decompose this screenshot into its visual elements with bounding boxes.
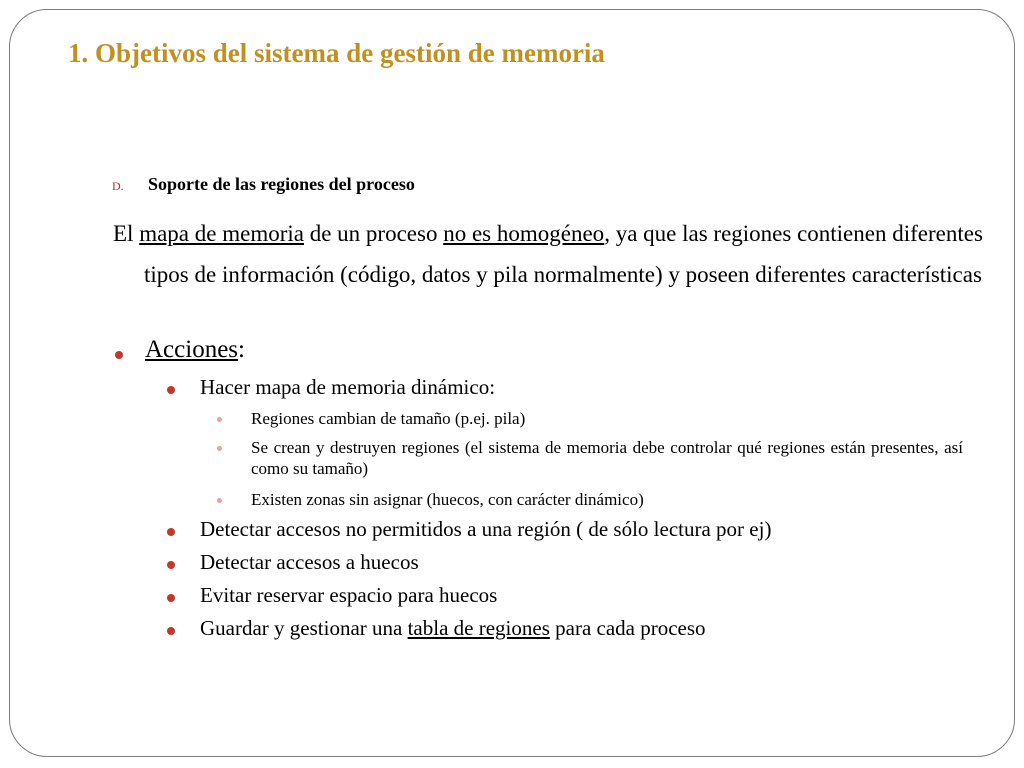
sub-list-item-text: Regiones cambian de tamaño (p.ej. pila): [251, 409, 526, 428]
slide: [9, 9, 1015, 757]
sub-list-item-text: Existen zonas sin asignar (huecos, con carácter dinámico): [251, 490, 644, 509]
sub-list-item-crean-destruyen: [214, 437, 963, 479]
sub-list-item-zonas-sin-asignar: [214, 489, 963, 510]
sub-list-item-text: Se crean y destruyen regiones (el sistema de memoria debe controlar qué regiones están presentes, así como su tamaño): [251, 438, 963, 478]
list-item-suffix: para cada proceso: [549, 616, 706, 640]
bullet-dot-icon: [167, 386, 175, 394]
list-item-text: Evitar reservar espacio para huecos: [200, 583, 498, 607]
list-item-prefix: Guardar y gestionar una: [200, 616, 408, 640]
list-item-text: [200, 616, 706, 641]
section-subheading: [112, 174, 415, 195]
bullet-dot-icon: [167, 627, 175, 635]
sub-bullet-dot-icon: [217, 417, 222, 422]
sub-bullet-dot-icon: [217, 446, 222, 451]
acciones-label: Acciones: [145, 336, 239, 363]
intro-text-3: , ya que las regiones contienen diferentes tipos de información (código, datos y pila normalmente) y poseen diferentes características: [144, 221, 983, 287]
list-item-text: Hacer mapa de memoria dinámico:: [200, 375, 496, 399]
intro-text-2: de un proceso: [303, 221, 444, 246]
bullet-dot-icon: [167, 594, 175, 602]
underlined-term-no-es-homogeneo: no es homogéneo: [443, 221, 605, 246]
sub-bullet-dot-icon: [217, 498, 222, 503]
slide-title: 1. Objetivos del sistema de gestión de memoria: [68, 38, 605, 68]
section-heading-text: Soporte de las regiones del proceso: [148, 174, 415, 194]
intro-paragraph: [113, 213, 994, 295]
bullet-dot-icon: [167, 561, 175, 569]
bullet-dot-icon: [115, 351, 123, 359]
acciones-heading: [145, 336, 245, 364]
acciones-colon: :: [238, 336, 245, 363]
bullet-dot-icon: [167, 528, 175, 536]
section-letter: D.: [112, 179, 124, 193]
sub-list-item-cambian-tamano: [214, 408, 963, 429]
intro-text-1: El: [113, 221, 140, 246]
underlined-term-mapa-de-memoria: mapa de memoria: [139, 221, 304, 246]
underlined-term-tabla-de-regiones: tabla de regiones: [407, 616, 550, 640]
list-item-text: Detectar accesos a huecos: [200, 550, 419, 574]
list-item-text: Detectar accesos no permitidos a una región ( de sólo lectura por ej): [200, 517, 772, 541]
